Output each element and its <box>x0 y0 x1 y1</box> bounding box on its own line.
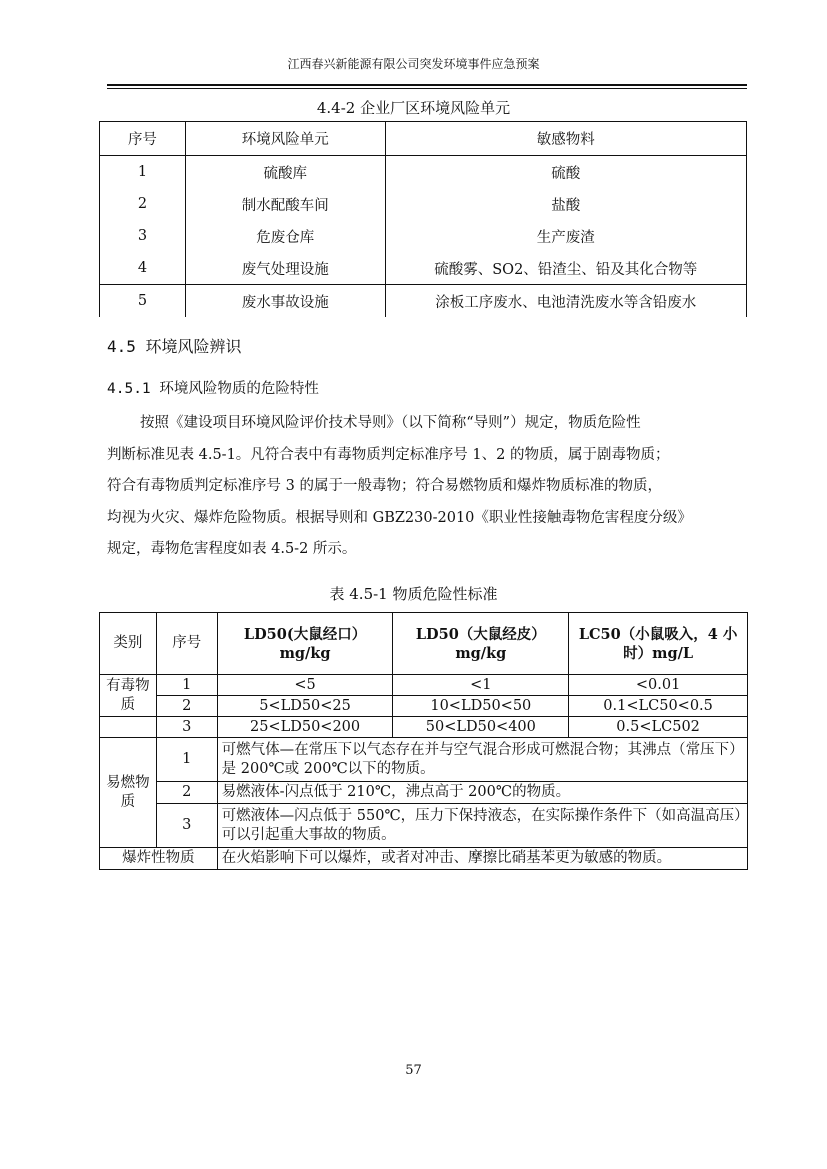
cell-no: 2 <box>156 696 217 717</box>
table-row <box>100 804 748 848</box>
cell-no: 3 <box>156 804 217 848</box>
paragraph-line: 判断标准见表 4.5-1。凡符合表中有毒物质判定标准序号 1、2 的物质，属于剧毒物质； <box>107 446 670 463</box>
hazard-criteria-table <box>99 612 748 870</box>
table-row <box>100 782 748 804</box>
cell-no: 1 <box>100 156 186 189</box>
cell-unit: 危废仓库 <box>185 220 385 252</box>
cell-unit: 制水配酸车间 <box>185 188 385 220</box>
header-rule-thin <box>107 88 747 89</box>
table-row <box>100 717 748 738</box>
cell-ld-oral: <5 <box>217 675 393 696</box>
cell-material: 硫酸 <box>385 156 746 189</box>
table-header-row <box>100 613 748 675</box>
cell-no: 3 <box>156 717 217 738</box>
header-cell-ld-skin: LD50（大鼠经皮）mg/kg <box>393 613 569 675</box>
header-rule-thick <box>107 84 747 86</box>
header-cell-material: 敏感物料 <box>385 122 746 156</box>
table-row <box>100 156 747 189</box>
body-paragraph <box>107 408 747 566</box>
cell-unit: 废水事故设施 <box>185 285 385 318</box>
cell-description: 可燃气体—在常压下以气态存在并与空气混合形成可燃混合物；其沸点（常压下）是 200℃或 200℃以下的物质。 <box>217 738 747 782</box>
paragraph-line: 规定，毒物危害程度如表 4.5-2 所示。 <box>107 541 357 557</box>
cell-no: 4 <box>100 252 186 285</box>
document-header-title: 江西春兴新能源有限公司突发环境事件应急预案 <box>287 57 540 71</box>
table-row <box>100 252 747 285</box>
header-cell-category: 类别 <box>100 613 157 675</box>
table-row <box>100 675 748 696</box>
cell-lc: <0.01 <box>569 675 748 696</box>
cell-no: 1 <box>156 675 217 696</box>
page-number: 57 <box>405 1063 422 1078</box>
cell-material: 硫酸雾、SO2、铅渣尘、铅及其化合物等 <box>385 252 746 285</box>
cell-ld-skin: 50<LD50<400 <box>393 717 569 738</box>
category-cell-toxic: 有毒物质 <box>100 675 157 717</box>
header-cell-no: 序号 <box>100 122 186 156</box>
paragraph-line: 按照《建设项目环境风险评价技术导则》（以下简称“导则”）规定，物质危险性 <box>140 415 641 431</box>
risk-units-table <box>99 121 747 317</box>
header-cell-unit: 环境风险单元 <box>185 122 385 156</box>
table-row <box>100 285 747 318</box>
cell-lc: 0.1<LC50<0.5 <box>569 696 748 717</box>
table-row <box>100 220 747 252</box>
cell-unit: 废气处理设施 <box>185 252 385 285</box>
cell-unit: 硫酸库 <box>185 156 385 189</box>
table-row <box>100 848 748 870</box>
cell-material: 生产废渣 <box>385 220 746 252</box>
cell-description: 在火焰影响下可以爆炸，或者对冲击、摩擦比硝基苯更为敏感的物质。 <box>217 848 747 870</box>
cell-ld-oral: 5<LD50<25 <box>217 696 393 717</box>
cell-no: 2 <box>100 188 186 220</box>
header-cell-no: 序号 <box>156 613 217 675</box>
category-cell-flammable: 易燃物质 <box>100 738 157 848</box>
cell-no: 1 <box>156 738 217 782</box>
cell-material: 涂板工序废水、电池清洗废水等含铅废水 <box>385 285 746 318</box>
cell-ld-skin: <1 <box>393 675 569 696</box>
header-cell-ld-oral: LD50(大鼠经口）mg/kg <box>217 613 393 675</box>
table-header-row <box>100 122 747 156</box>
paragraph-line: 符合有毒物质判定标准序号 3 的属于一般毒物；符合易燃物质和爆炸物质标准的物质， <box>107 478 662 494</box>
table-row <box>100 738 748 782</box>
category-cell-toxic-cont <box>100 717 157 738</box>
cell-no: 3 <box>100 220 186 252</box>
cell-lc: 0.5<LC502 <box>569 717 748 738</box>
table-row <box>100 696 748 717</box>
cell-no: 5 <box>100 285 186 318</box>
category-cell-explosive: 爆炸性物质 <box>100 848 218 870</box>
subsection-heading: 4.5.1 环境风险物质的危险特性 <box>107 381 319 397</box>
table2-caption: 表 4.5-1 物质危险性标准 <box>329 585 498 603</box>
paragraph-line: 均视为火灾、爆炸危险物质。根据导则和 GBZ230-2010《职业性接触毒物危害程度分级》 <box>107 509 692 526</box>
table-row <box>100 188 747 220</box>
cell-description: 可燃液体—闪点低于 550℃，压力下保持液态，在实际操作条件下（如高温高压）可以引起重大事故的物质。 <box>217 804 747 848</box>
cell-no: 2 <box>156 782 217 804</box>
cell-description: 易燃液体-闪点低于 210℃，沸点高于 200℃的物质。 <box>217 782 747 804</box>
cell-ld-skin: 10<LD50<50 <box>393 696 569 717</box>
header-cell-lc: LC50（小鼠吸入，4 小时）mg/L <box>569 613 748 675</box>
cell-ld-oral: 25<LD50<200 <box>217 717 393 738</box>
table1-caption: 4.4-2 企业厂区环境风险单元 <box>316 99 511 117</box>
cell-material: 盐酸 <box>385 188 746 220</box>
section-heading: 4.5 环境风险辨识 <box>107 337 242 356</box>
